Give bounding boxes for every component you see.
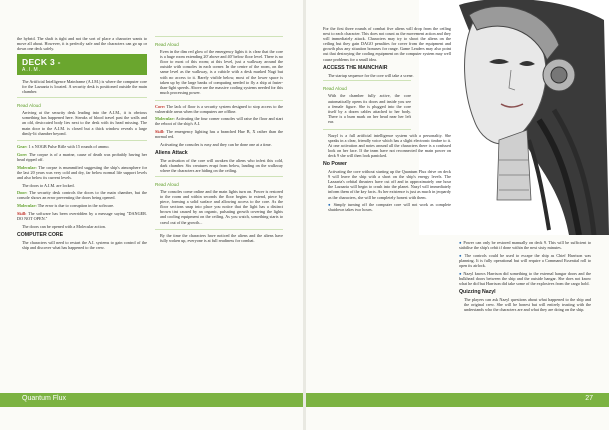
- subsection-text: The activation of the core will awaken the aliens who infest this cold, dark chamber. Six creatures erupt from below, landing on the walkway where the characters are hiding on the ceiling.: [160, 157, 283, 174]
- intro-paragraph: the hybrid. The shaft is tight and not the sort of place a character wants to move all about. However, it is perfectly safe and the characters can go up or down one deck safely.: [17, 36, 147, 52]
- bullet-text: Nazyl knows Harrison did something to the external hangar doors and the bulkhead doors between the ship and the outside hangar. She does not know what he did but Harrison did take some of the explosives from the cargo hold.: [459, 270, 592, 286]
- bullet-item: [323, 202, 451, 212]
- page-number: 27: [585, 395, 593, 402]
- read-aloud-text: Arriving at the security desk leading into the A.I.M., it is obvious something has happened here. Streaks of blood travel past the walls and an old, desiccated body lies next to the desk with its head missing. The main door to the A.I.M. is closed but a thick window reveals a large dimly-lit chamber beyond.: [22, 110, 147, 136]
- deck-title: DECK 3 -: [22, 57, 61, 68]
- section-title: COMPUTER CORE: [17, 231, 64, 238]
- item-label: Molecular:: [17, 164, 37, 170]
- footer-bar: [0, 393, 303, 407]
- section-title: ACCESS THE MAINCHAIR: [323, 64, 388, 71]
- item-label: Molecular:: [17, 203, 37, 209]
- item-list: [17, 144, 147, 228]
- item-text: Activating the four corner consoles will raise the floor and start the reboot of the ship's A.I.: [155, 116, 283, 127]
- bullet-icon: ●: [459, 270, 462, 276]
- list-item: [17, 203, 147, 208]
- section-title: No Power: [323, 161, 347, 168]
- read-aloud-text: Even in the dim red glow of the emergency lights it is clear that the core is a huge room extending 20' above and 40' below floor level. There is no floor to most of this room; at this level, just a walkway around the outside with consoles in each corner. In the centre of the room, on the same level as the walkway, is a cubicle with a desk marked Nagi but with no access to it. Barely visible below, most of the lower space is taken up by the large banks of computing needed to fly a ship at faster-than-light speeds. Above are the massive cooling systems needed for this much processing power.: [160, 49, 283, 95]
- bullet-text: Power can only be restored manually on deck 9. This will be sufficient to stabilise the ship's orbit if done within the next sixty minutes.: [459, 240, 592, 251]
- read-aloud-box: [323, 80, 411, 129]
- bullet-item: [459, 253, 591, 268]
- item-text: The software has been overridden by a message saying "DANGER. DO NOT OPEN.": [17, 210, 147, 221]
- deck-header: [17, 54, 147, 75]
- list-item: [17, 183, 147, 188]
- item-text: The doors can be opened with a Molecular action.: [22, 223, 106, 229]
- right-page: [306, 0, 609, 430]
- read-aloud-box: [155, 36, 283, 101]
- deck-subtitle: A.I.M.: [22, 67, 42, 74]
- subsection-title: Aliens Attack: [155, 149, 188, 156]
- item-label: Skill:: [17, 210, 27, 216]
- list-item: [17, 224, 147, 229]
- closing-paragraph: By the time the characters have noticed the aliens and the aliens have fully woken up, everyone is at full readiness for combat.: [160, 233, 283, 244]
- list-item: [155, 129, 283, 139]
- section-text: The players can ask Nazyl questions about what happened to the ship and the original crew. She will be honest but will entirely trusting with the understands who the characters are and what they are doing on the ship.: [464, 296, 591, 313]
- read-aloud-text: The consoles come online and the main lights turn on. Power is restored to the room and within seconds the floor begins to extend, piece by piece, forming a solid surface and allowing access to the core. As the floor sections snap into place you notice that the light has a distinct brown tint caused by an organic, pulsating growth covering the lights and cooling equipment on the ceiling. As you watch, something starts to crawl out of the growth...: [160, 188, 283, 225]
- deck-intro: The Artificial Intelligence Mainframe (A.I.M.) is where the computer core for the Lazaaria is located. A security desk is positioned outside the main chamber.: [22, 79, 147, 95]
- intro-paragraph: For the first three rounds of combat five aliens will drop from the ceiling next to each character. This does not count as the movement action and they will immediately attack. Characters may try to shoot the aliens on the ceiling but they gain DAGO penalties for cover from the equipment and growth plus any situation bonuses for range. Game Leaders may also point out that destroying the cooling equipment on the computer system may well cause problems for a small idea.: [323, 26, 451, 62]
- item-label: Molecular:: [155, 116, 175, 122]
- item-text: The lack of floor is a security system designed to stop access to the vulnerable areas when the computers are offline.: [155, 103, 283, 114]
- right-column-2: [459, 240, 591, 315]
- read-aloud-box-2: [155, 176, 283, 230]
- read-aloud-label: Read Aloud: [155, 42, 179, 47]
- item-text: The error is due to corruption in the software.: [37, 203, 115, 209]
- item-label: Door:: [17, 190, 28, 196]
- item-text: The corpse is of a marine, cause of death was probably having her head ripped off.: [17, 152, 147, 163]
- item-text: The security desk controls the doors to the main chamber, but the console shows an error preventing the doors being opened.: [17, 190, 147, 201]
- read-aloud-label: Read Aloud: [323, 86, 347, 92]
- item-text: The emergency lighting has a branched Hue B, X rather than the normal red.: [155, 129, 283, 140]
- bullet-icon: ●: [328, 202, 332, 208]
- list-item: [17, 165, 147, 180]
- bullet-icon: ●: [459, 252, 463, 258]
- list-item: [155, 142, 283, 147]
- item-label: Skill:: [155, 129, 165, 135]
- bullet-text: The controls could be used to escape the ship as Chief Harrison was planning. It is fully operational but will require a Command Essential roll to open its airlock.: [459, 252, 591, 268]
- section-text: Activating the core without starting up the Quantum Flux drive on deck 9 will leave the ship with a short on the ship's energy levels. The Lazaaria's orbital thrusters have cut off and in approximately one hour the Lazaaria will begin to crash into the planet. Nazyl will immediately inform them of the key facts. As her existence is just as much in jeopardy as the characters, she will be completely honest with them.: [328, 169, 451, 200]
- left-column-1: [17, 36, 147, 252]
- left-page: [0, 0, 303, 430]
- bullet-item: [459, 271, 591, 286]
- read-aloud-text: With the chamber fully active, the core automatically opens its doors and inside you see a female figure. She is plugged into the core itself by a dozen cables attached to her body. There is a burn mark on her head near her left ear.: [328, 93, 411, 124]
- section-text: The characters will need to restart the A.I. systems to gain control of the ship and discover what has happened to the crew.: [22, 239, 147, 250]
- list-item: [155, 104, 283, 114]
- bullet-text: Simply turning off the computer core will not work as complete shutdown takes two hours.: [328, 202, 452, 213]
- section-title: Quizzing Nazyl: [459, 288, 496, 295]
- item-label: Gear:: [17, 144, 28, 150]
- item-text: The corpse is mummified suggesting the ship's atmosphere for the last 20 years was very cold and dry, far below normal life support levels and also below its current levels.: [17, 164, 147, 180]
- item-text: The doors to A.I.M. are locked.: [22, 182, 75, 188]
- list-item: [17, 152, 147, 162]
- footer-bar: [306, 393, 609, 407]
- list-item: [17, 190, 147, 200]
- bullet-item: [459, 240, 591, 250]
- list-item: [17, 211, 147, 221]
- item-text: 1 x NOGB Pulse Rifle with 15 rounds of ammo.: [28, 144, 110, 150]
- section-text: The startup sequence for the core will take a scene.: [328, 72, 414, 78]
- item-label: Gore:: [17, 152, 28, 157]
- item-text: Activating the consoles is easy and they can be done one at a time.: [160, 141, 272, 147]
- list-item: [17, 144, 147, 149]
- bullet-icon: ●: [459, 240, 462, 245]
- read-aloud-label: Read Aloud: [17, 103, 41, 109]
- right-column-1: [323, 26, 451, 215]
- left-column-2: [155, 36, 283, 246]
- footer-title: Quantum Flux: [22, 395, 66, 402]
- read-aloud-label: Read Aloud: [155, 181, 179, 187]
- list-item: [155, 116, 283, 126]
- read-aloud-box: [17, 97, 147, 141]
- paragraph: Nazyl is a full artificial intelligence system with a personality. She speaks in a clear, friendly voice which has a slight electronic timbre to it. At one activation and notes around all the characters there is a confused look on her face. If the team have not reconnected the main power on deck 9 she will then look panicked.: [328, 132, 451, 158]
- item-label: Core:: [155, 103, 166, 109]
